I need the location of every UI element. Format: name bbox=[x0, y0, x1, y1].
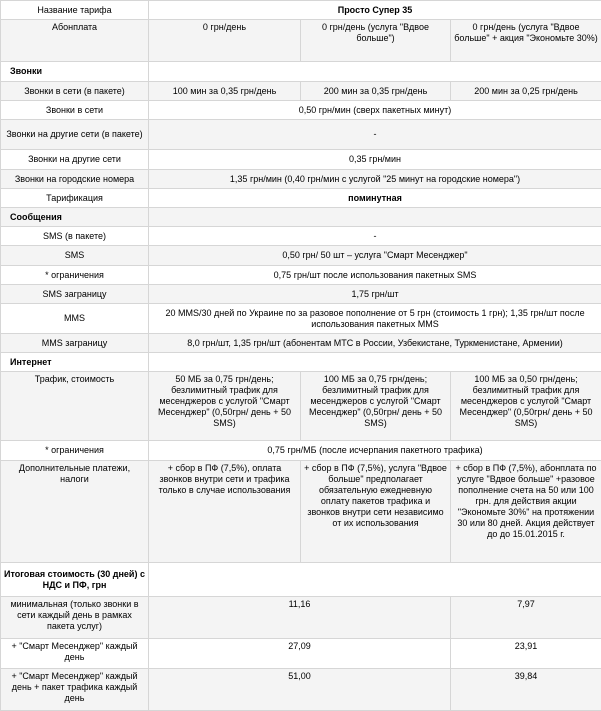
cell: 1,35 грн/мин (0,40 грн/мин с услугой "25 минут на городские номера") bbox=[149, 170, 601, 189]
cell: 11,16 bbox=[149, 597, 451, 639]
table-row bbox=[1, 101, 601, 120]
row-label: Звонки на городские номера bbox=[1, 170, 149, 189]
cell: 27,09 bbox=[149, 639, 451, 669]
cell bbox=[149, 62, 601, 82]
cell: + сбор в ПФ (7,5%), оплата звонков внутри сети и трафика только в случае использования bbox=[149, 461, 301, 563]
cell: 0 грн/день (услуга "Вдвое больше") bbox=[301, 20, 451, 62]
table-row bbox=[1, 285, 601, 304]
row-label: + "Смарт Месенджер" каждый день + пакет трафика каждый день bbox=[1, 669, 149, 711]
cell: + сбор в ПФ (7,5%), услуга "Вдвое больше" предполагает обязательную ежедневную оплату пакетов трафика и звонков внутри сети независимо от их использования bbox=[301, 461, 451, 563]
cell: 200 мин за 0,35 грн/день bbox=[301, 82, 451, 101]
section-heading: Звонки bbox=[1, 62, 149, 82]
row-label: * ограничения bbox=[1, 441, 149, 461]
row-label: SMS bbox=[1, 246, 149, 266]
cell: 100 МБ за 0,75 грн/день; безлимитный трафик для месенджеров с услугой "Смарт Месенджер" (0,50грн/ день + 50 SMS) bbox=[301, 372, 451, 441]
row-label: MMS bbox=[1, 304, 149, 334]
cell bbox=[149, 353, 601, 372]
table-row bbox=[1, 353, 601, 372]
row-label: Звонки в сети (в пакете) bbox=[1, 82, 149, 101]
table-row bbox=[1, 246, 601, 266]
row-label: Звонки в сети bbox=[1, 101, 149, 120]
cell: 0 грн/день (услуга "Вдвое больше" + акция "Экономьте 30%) bbox=[451, 20, 601, 62]
table-row bbox=[1, 120, 601, 150]
cell: 51,00 bbox=[149, 669, 451, 711]
cell bbox=[149, 563, 601, 597]
table-row bbox=[1, 639, 601, 669]
table-row bbox=[1, 334, 601, 353]
tariff-title: Просто Супер 35 bbox=[149, 1, 601, 20]
table-row bbox=[1, 304, 601, 334]
cell: - bbox=[149, 120, 601, 150]
cell: 1,75 грн/шт bbox=[149, 285, 601, 304]
cell: 0,50 грн/мин (сверх пакетных минут) bbox=[149, 101, 601, 120]
section-heading: Итоговая стоимость (30 дней) с НДС и ПФ, грн bbox=[1, 563, 149, 597]
cell: - bbox=[149, 227, 601, 246]
cell: 0 грн/день bbox=[149, 20, 301, 62]
row-label: Абонплата bbox=[1, 20, 149, 62]
table-row bbox=[1, 208, 601, 227]
cell: 200 мин за 0,25 грн/день bbox=[451, 82, 601, 101]
cell: + сбор в ПФ (7,5%), абонплата по услуге "Вдвое больше" +разовое пополнение счета на 50 или 100 грн. для действия акции "Экономьте 30%" на протяжении 30 или 80 дней. Акция действует до до 15.01.2015 г. bbox=[451, 461, 601, 563]
cell: 0,50 грн/ 50 шт – услуга "Смарт Месенджер" bbox=[149, 246, 601, 266]
cell: 7,97 bbox=[451, 597, 601, 639]
row-label: Тарификация bbox=[1, 189, 149, 208]
table-row bbox=[1, 189, 601, 208]
row-label: Название тарифа bbox=[1, 1, 149, 20]
table-row bbox=[1, 461, 601, 563]
cell: 0,75 грн/МБ (после исчерпания пакетного трафика) bbox=[149, 441, 601, 461]
row-label: Звонки на другие сети (в пакете) bbox=[1, 120, 149, 150]
table-row bbox=[1, 62, 601, 82]
table-row bbox=[1, 150, 601, 170]
row-label: + "Смарт Месенджер" каждый день bbox=[1, 639, 149, 669]
table-row bbox=[1, 266, 601, 285]
cell: поминутная bbox=[149, 189, 601, 208]
table-row bbox=[1, 227, 601, 246]
row-label: MMS заграницу bbox=[1, 334, 149, 353]
cell bbox=[149, 208, 601, 227]
table-row bbox=[1, 20, 601, 62]
table-row bbox=[1, 170, 601, 189]
table-row bbox=[1, 669, 601, 711]
section-heading: Интернет bbox=[1, 353, 149, 372]
cell: 100 МБ за 0,50 грн/день; безлимитный трафик для месенджеров с услугой "Смарт Месенджер" (0,50грн/ день + 50 SMS) bbox=[451, 372, 601, 441]
table-row bbox=[1, 1, 601, 20]
cell: 0,35 грн/мин bbox=[149, 150, 601, 170]
row-label: * ограничения bbox=[1, 266, 149, 285]
row-label: Звонки на другие сети bbox=[1, 150, 149, 170]
table-row bbox=[1, 372, 601, 441]
row-label: SMS (в пакете) bbox=[1, 227, 149, 246]
cell: 8,0 грн/шт, 1,35 грн/шт (абонентам МТС в России, Узбекистане, Туркменистане, Армении) bbox=[149, 334, 601, 353]
cell: 50 МБ за 0,75 грн/день; безлимитный трафик для месенджеров с услугой "Смарт Месенджер" (0,50грн/ день + 50 SMS) bbox=[149, 372, 301, 441]
cell: 39,84 bbox=[451, 669, 601, 711]
cell: 20 MMS/30 дней по Украине по за разовое пополнение от 5 грн (стоимость 1 грн); 1,35 грн/шт после использования пакетных MMS bbox=[149, 304, 601, 334]
cell: 23,91 bbox=[451, 639, 601, 669]
row-label: Дополнительные платежи, налоги bbox=[1, 461, 149, 563]
table-row bbox=[1, 597, 601, 639]
section-heading: Сообщения bbox=[1, 208, 149, 227]
row-label: SMS заграницу bbox=[1, 285, 149, 304]
row-label: минимальная (только звонки в сети каждый день в рамках пакета услуг) bbox=[1, 597, 149, 639]
cell: 100 мин за 0,35 грн/день bbox=[149, 82, 301, 101]
row-label: Трафик, стоимость bbox=[1, 372, 149, 441]
table-row bbox=[1, 82, 601, 101]
table-row bbox=[1, 441, 601, 461]
table-row bbox=[1, 563, 601, 597]
cell: 0,75 грн/шт после использования пакетных SMS bbox=[149, 266, 601, 285]
